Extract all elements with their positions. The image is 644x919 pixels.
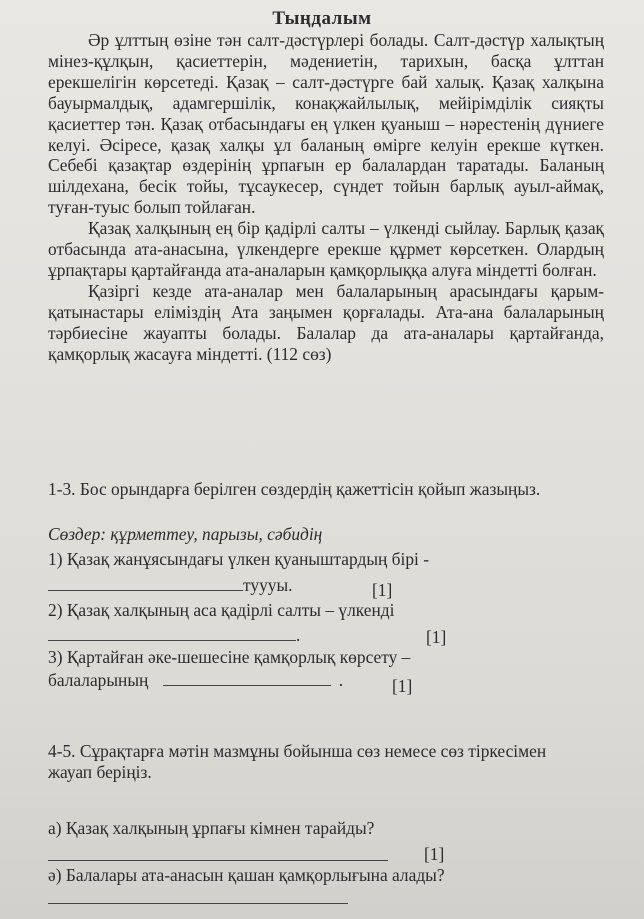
answer-b-line bbox=[48, 888, 348, 909]
question-1-line2 bbox=[48, 575, 293, 596]
page-title: Тыңдалым bbox=[272, 8, 372, 29]
question-1-end: туууы. bbox=[243, 575, 293, 595]
word-bank: Сөздер: құрметтеу, парызы, сәбидің bbox=[48, 524, 323, 544]
mark-3: [1] bbox=[392, 676, 413, 696]
reading-text bbox=[48, 30, 604, 365]
question-3-word: балаларының bbox=[48, 670, 149, 690]
answer-blank-a[interactable] bbox=[48, 860, 388, 861]
mark-2: [1] bbox=[426, 627, 447, 647]
answer-blank-3[interactable] bbox=[163, 685, 331, 686]
mark-a: [1] bbox=[424, 844, 445, 864]
question-a: а) Қазақ халқының ұрпағы кімнен тарайды? bbox=[48, 818, 375, 838]
mark-1: [1] bbox=[372, 580, 393, 600]
question-3-line2 bbox=[48, 670, 343, 691]
answer-blank-1[interactable] bbox=[48, 590, 243, 591]
paragraph-1: Әр ұлттың өзіне тән салт-дәстүрлері болады. Салт-дәстүр халықтың мінез-құлқын, қасиеттерін, мәдениетін, тарихын, басқа ұлттан ерекшелігін көрсетеді. Қазақ – салт-дәстүрге бай халық. Қазақ халқына бауырмалдық, адамгершілік, конақжайлылық, мейірімділік сияқты қасиеттер тән. Қазақ отбасындағы ең үлкен қуаныш – нәрестенің дүниеге келуі. Әсіресе, қазақ халқы ұл баланың өмірге келуін ерекше күткен. Себебі қазақтар өздерінің ұрпағын ер балалардан таратады. Баланың шілдехана, бесік тойы, тұсаукесер, сүндет тойын барлық ауыл-аймақ, туған-туыс болып тойлаған. bbox=[48, 30, 604, 218]
question-2-line1: 2) Қазақ халқының аса қадірлі салты – үлкенді bbox=[48, 600, 395, 620]
answer-a-line bbox=[48, 845, 388, 866]
question-3-line1: 3) Қартайған әке-шешесіне қамқорлық көрсету – bbox=[48, 647, 411, 667]
paragraph-3: Қазіргі кезде ата-аналар мен балаларының арасындағы қарым-қатынастары еліміздің Ата заңымен қорғалады. Ата-ана балаларының тәрбиесіне жауапты болады. Балалар да ата-аналары қартайғанда, қамқорлық жасауға міндетті. (112 сөз) bbox=[48, 280, 604, 364]
question-3-end: . bbox=[338, 670, 344, 690]
task2-heading: 4-5. Сұрақтарға мәтін мазмұны бойынша сөз немесе сөз тіркесімен жауап беріңіз. bbox=[48, 741, 547, 782]
question-2-line2 bbox=[48, 625, 300, 646]
answer-blank-b[interactable] bbox=[48, 903, 348, 904]
question-b: ә) Балалары ата-анасын қашан қамқорлығына алады? bbox=[48, 865, 445, 885]
answer-blank-2[interactable] bbox=[48, 640, 296, 641]
question-1-line1: 1) Қазақ жанұясындағы үлкен қуаныштардың бірі - bbox=[48, 549, 430, 569]
task1-heading: 1-3. Бос орындарға берілген сөздердің қажеттісін қойып жазыңыз. bbox=[48, 479, 541, 499]
paragraph-2: Қазақ халқының ең бір қадірлі салты – үлкенді сыйлау. Барлық қазақ отбасында ата-анасына, үлкендерге ерекше құрмет көрсеткен. Олардың ұрпақтары қартайғанда ата-аналарын қамқорлыққа алуға міндетті болған. bbox=[48, 218, 604, 280]
question-2-end: . bbox=[296, 625, 301, 645]
